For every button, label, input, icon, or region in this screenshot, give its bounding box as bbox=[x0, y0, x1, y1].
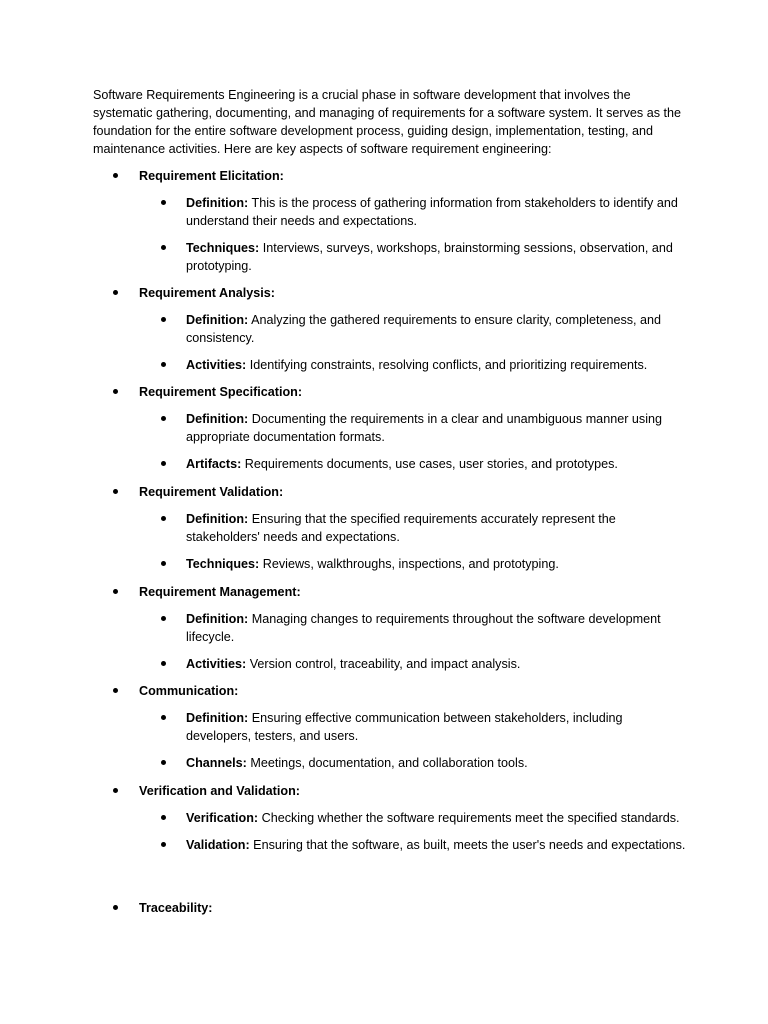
item-key: Definition: bbox=[186, 711, 249, 725]
item-key: Definition: bbox=[186, 512, 249, 526]
item-text: This is the process of gathering information from stakeholders to identify and understand their needs and expectations. bbox=[186, 196, 678, 228]
item-text: Reviews, walkthroughs, inspections, and prototyping. bbox=[259, 557, 559, 571]
list-item bbox=[93, 311, 686, 347]
item-key: Channels: bbox=[186, 756, 247, 770]
bullet-icon bbox=[161, 245, 166, 250]
section-requirement-specification bbox=[93, 383, 683, 473]
item-key: Verification: bbox=[186, 811, 259, 825]
section-heading-line bbox=[93, 899, 683, 917]
section-title: Verification and Validation: bbox=[139, 784, 300, 798]
bullet-icon bbox=[161, 661, 166, 666]
section-requirement-management bbox=[93, 583, 683, 673]
section-title: Requirement Elicitation: bbox=[139, 169, 284, 183]
section-title: Traceability: bbox=[139, 901, 213, 915]
item-key: Techniques: bbox=[186, 241, 260, 255]
bullet-icon bbox=[161, 815, 166, 820]
item-text: Identifying constraints, resolving conflicts, and prioritizing requirements. bbox=[246, 358, 648, 372]
bullet-icon bbox=[113, 788, 118, 793]
item-key: Artifacts: bbox=[186, 457, 242, 471]
item-text: Meetings, documentation, and collaboration tools. bbox=[246, 756, 528, 770]
item-text: Analyzing the gathered requirements to ensure clarity, completeness, and consistency. bbox=[186, 313, 662, 345]
section-title: Requirement Specification: bbox=[139, 385, 303, 399]
item-text: Ensuring effective communication between stakeholders, including developers, testers, and users. bbox=[186, 711, 623, 743]
item-key: Activities: bbox=[186, 358, 247, 372]
bullet-icon bbox=[113, 489, 118, 494]
list-item bbox=[93, 754, 686, 772]
list-item bbox=[93, 455, 686, 473]
section-heading-line bbox=[93, 167, 683, 185]
bullet-icon bbox=[161, 317, 166, 322]
bullet-icon bbox=[161, 760, 166, 765]
section-heading-line bbox=[93, 782, 683, 800]
bullet-icon bbox=[161, 616, 166, 621]
bullet-icon bbox=[161, 461, 166, 466]
section-title: Requirement Analysis: bbox=[139, 286, 276, 300]
bullet-icon bbox=[161, 842, 166, 847]
bullet-icon bbox=[113, 173, 118, 178]
list-item bbox=[93, 410, 686, 446]
section-requirement-elicitation bbox=[93, 167, 683, 275]
item-key: Techniques: bbox=[186, 557, 260, 571]
item-text: Interviews, surveys, workshops, brainstorming sessions, observation, and prototyping. bbox=[186, 241, 673, 273]
bullet-icon bbox=[161, 715, 166, 720]
bullet-icon bbox=[161, 362, 166, 367]
section-requirement-validation bbox=[93, 483, 683, 573]
bullet-icon bbox=[161, 200, 166, 205]
list-item bbox=[93, 239, 686, 275]
item-key: Definition: bbox=[186, 612, 249, 626]
item-text: Managing changes to requirements throughout the software development lifecycle. bbox=[186, 612, 661, 644]
intro-paragraph: Software Requirements Engineering is a crucial phase in software development that involves the systematic gathering, documenting, and managing of requirements for a software system. It serves as the foundation for the entire software development process, guiding design, implementation, testing, and maintenance activities. Here are key aspects of software requirement engineering: bbox=[93, 88, 681, 156]
item-key: Validation: bbox=[186, 838, 250, 852]
item-key: Definition: bbox=[186, 313, 249, 327]
section-title: Communication: bbox=[139, 684, 239, 698]
list-item bbox=[93, 510, 686, 546]
item-text: Ensuring that the specified requirements accurately represent the stakeholders' needs and expectations. bbox=[186, 512, 616, 544]
bullet-icon bbox=[161, 416, 166, 421]
list-item bbox=[93, 836, 686, 854]
list-item bbox=[93, 610, 686, 646]
list-item bbox=[93, 809, 686, 827]
item-text: Checking whether the software requirements meet the specified standards. bbox=[258, 811, 680, 825]
list-item bbox=[93, 194, 686, 230]
bullet-icon bbox=[113, 589, 118, 594]
section-title: Requirement Management: bbox=[139, 585, 301, 599]
section-heading-line bbox=[93, 284, 683, 302]
bullet-icon bbox=[113, 688, 118, 693]
item-text: Documenting the requirements in a clear and unambiguous manner using appropriate documentation formats. bbox=[186, 412, 663, 444]
section-heading-line bbox=[93, 682, 683, 700]
item-key: Definition: bbox=[186, 196, 249, 210]
item-key: Definition: bbox=[186, 412, 249, 426]
item-text: Requirements documents, use cases, user stories, and prototypes. bbox=[241, 457, 618, 471]
list-item bbox=[93, 655, 686, 673]
list-item bbox=[93, 555, 686, 573]
section-verification-and-validation bbox=[93, 782, 686, 854]
bullet-icon bbox=[113, 905, 118, 910]
item-key: Activities: bbox=[186, 657, 247, 671]
section-title: Requirement Validation: bbox=[139, 485, 284, 499]
section-requirement-analysis bbox=[93, 284, 683, 374]
bullet-icon bbox=[113, 290, 118, 295]
list-item bbox=[93, 356, 686, 374]
list-item bbox=[93, 709, 686, 745]
section-heading-line bbox=[93, 383, 683, 401]
section-heading-line bbox=[93, 483, 683, 501]
item-text: Ensuring that the software, as built, meets the user's needs and expectations. bbox=[249, 838, 686, 852]
section-communication bbox=[93, 682, 683, 772]
section-heading-line bbox=[93, 583, 683, 601]
item-text: Version control, traceability, and impact analysis. bbox=[246, 657, 521, 671]
bullet-icon bbox=[113, 389, 118, 394]
bullet-icon bbox=[161, 516, 166, 521]
bullet-icon bbox=[161, 561, 166, 566]
section-traceability bbox=[93, 899, 683, 917]
